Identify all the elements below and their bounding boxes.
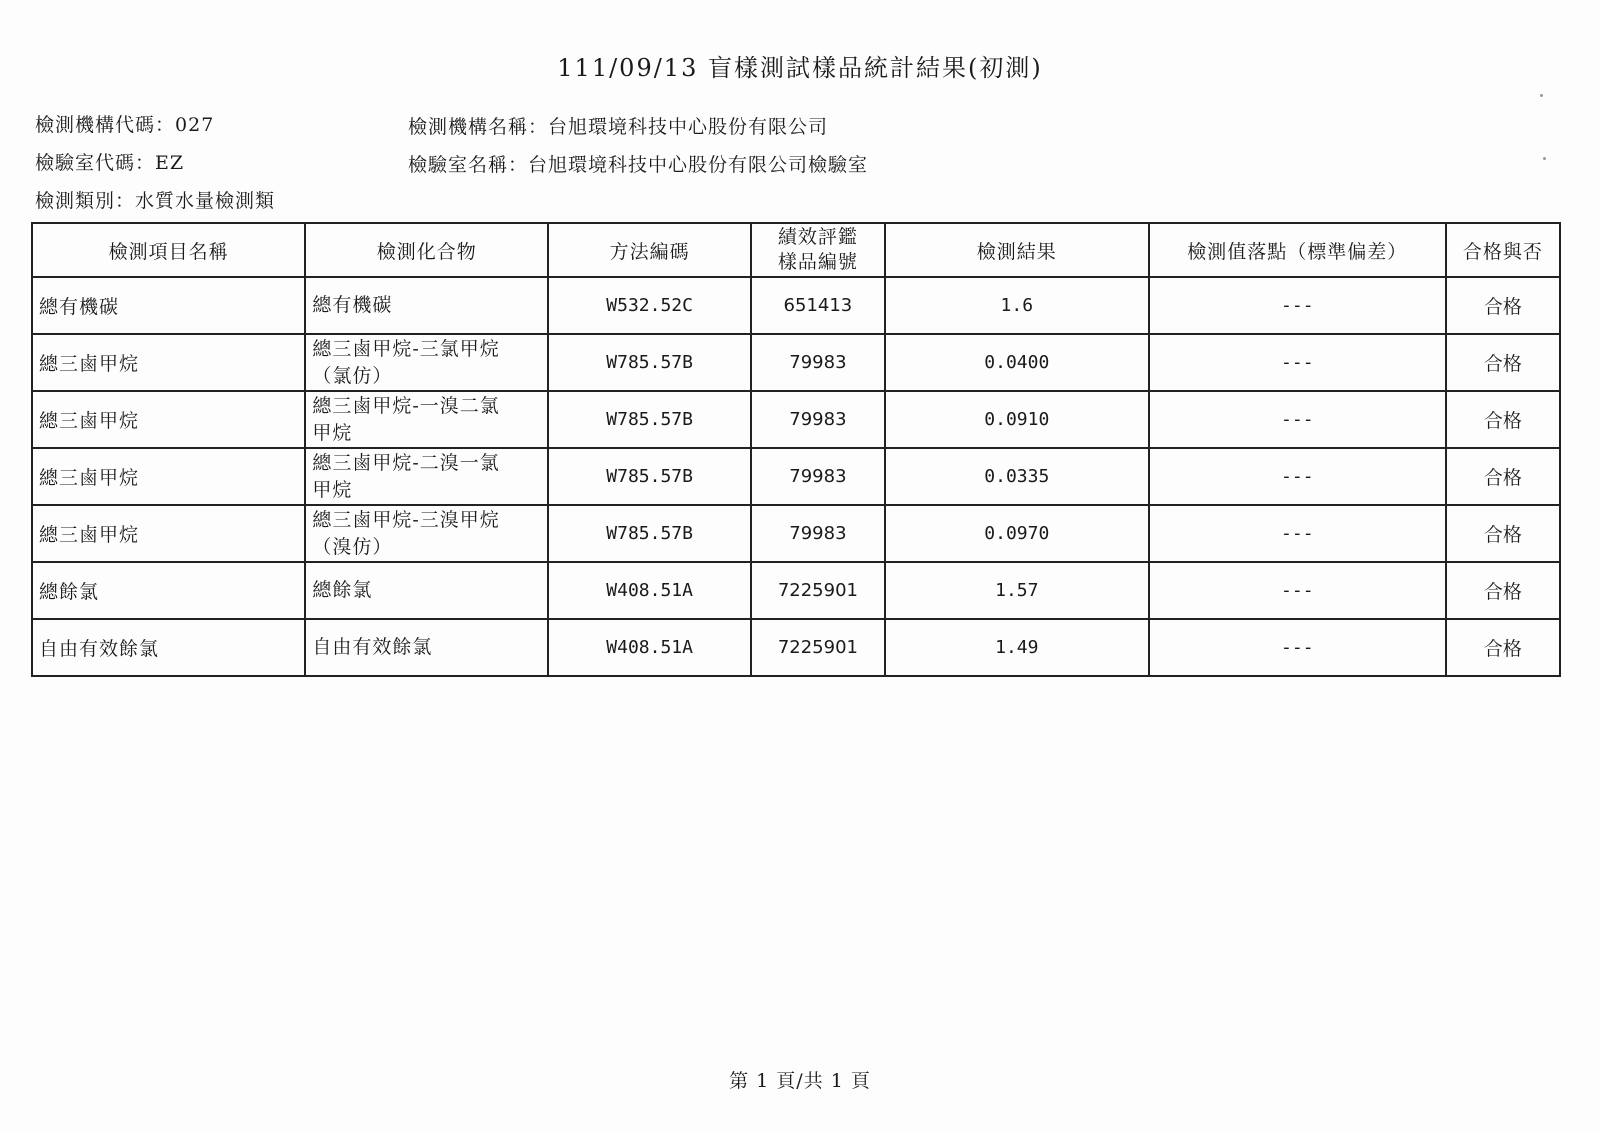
category-label: 檢測類別： [35, 190, 136, 212]
cell-method: W785.57B [548, 334, 751, 391]
cell-pass: 合格 [1446, 277, 1560, 334]
header-sample-line1: 績效評鑑 [777, 226, 858, 248]
agency-name-line [408, 112, 828, 139]
cell-sample: 7225901 [751, 562, 885, 619]
scan-speck [1543, 157, 1546, 160]
cell-result: 0.0335 [885, 448, 1149, 505]
header-result: 檢測結果 [885, 223, 1149, 277]
cell-compound [305, 562, 548, 619]
compound-line2: 甲烷 [312, 421, 353, 444]
cell-method: W408.51A [548, 562, 751, 619]
cell-result: 0.0970 [885, 505, 1149, 562]
header-sample-number [751, 223, 885, 277]
lab-code-line [35, 148, 184, 175]
cell-item: 總三鹵甲烷 [32, 505, 305, 562]
cell-pass: 合格 [1446, 619, 1560, 676]
agency-code-value: 027 [175, 114, 215, 136]
cell-pass: 合格 [1446, 334, 1560, 391]
header-item: 檢測項目名稱 [32, 223, 305, 277]
cell-sample: 79983 [751, 391, 885, 448]
cell-deviation: --- [1149, 277, 1446, 334]
cell-sample: 651413 [751, 277, 885, 334]
cell-result: 1.57 [885, 562, 1149, 619]
cell-result: 1.49 [885, 619, 1149, 676]
cell-deviation: --- [1149, 562, 1446, 619]
compound-line1: 總三鹵甲烷-三氯甲烷 [312, 337, 500, 360]
cell-method: W532.52C [548, 277, 751, 334]
table-row [32, 391, 1560, 448]
compound-line1: 自由有效餘氯 [312, 636, 433, 658]
cell-item: 總三鹵甲烷 [32, 391, 305, 448]
lab-code-label: 檢驗室代碼： [35, 152, 156, 174]
category-line [35, 186, 275, 213]
table-row [32, 505, 1560, 562]
compound-line2: （溴仿） [312, 535, 393, 558]
cell-item: 總三鹵甲烷 [32, 448, 305, 505]
header-method: 方法編碼 [548, 223, 751, 277]
header-sample-line2: 樣品編號 [777, 251, 858, 273]
cell-deviation: --- [1149, 619, 1446, 676]
compound-line1: 總餘氯 [312, 579, 373, 601]
compound-line1: 總三鹵甲烷-三溴甲烷 [312, 508, 500, 531]
compound-line1: 總三鹵甲烷-二溴一氯 [312, 451, 500, 474]
cell-pass: 合格 [1446, 448, 1560, 505]
cell-deviation: --- [1149, 448, 1446, 505]
header-compound: 檢測化合物 [305, 223, 548, 277]
cell-method: W785.57B [548, 448, 751, 505]
table-row [32, 334, 1560, 391]
cell-method: W785.57B [548, 505, 751, 562]
compound-line1: 總三鹵甲烷-一溴二氯 [312, 394, 500, 417]
cell-item: 總三鹵甲烷 [32, 334, 305, 391]
lab-name-line [408, 150, 868, 177]
cell-pass: 合格 [1446, 505, 1560, 562]
table-row [32, 448, 1560, 505]
compound-line1: 總有機碳 [312, 294, 393, 316]
lab-code-value: EZ [155, 152, 185, 174]
table-header-row [32, 223, 1560, 277]
table-row [32, 562, 1560, 619]
cell-compound [305, 334, 548, 391]
cell-sample: 79983 [751, 505, 885, 562]
document-title: 111/09/13 盲樣測試樣品統計結果(初測) [557, 54, 1043, 82]
table-row [32, 619, 1560, 676]
agency-name-label: 檢測機構名稱： [408, 116, 549, 138]
cell-compound [305, 391, 548, 448]
cell-deviation: --- [1149, 334, 1446, 391]
cell-compound [305, 277, 548, 334]
cell-method: W785.57B [548, 391, 751, 448]
cell-deviation: --- [1149, 391, 1446, 448]
compound-line2: 甲烷 [312, 478, 353, 501]
header-deviation: 檢測值落點（標準偏差） [1149, 223, 1446, 277]
lab-name-label: 檢驗室名稱： [408, 154, 529, 176]
scan-speck [1540, 94, 1543, 97]
cell-method: W408.51A [548, 619, 751, 676]
results-table [31, 222, 1561, 677]
cell-pass: 合格 [1446, 562, 1560, 619]
compound-line2: （氯仿） [312, 364, 393, 387]
cell-compound [305, 448, 548, 505]
cell-result: 1.6 [885, 277, 1149, 334]
agency-code-line [35, 110, 214, 137]
cell-result: 0.0910 [885, 391, 1149, 448]
page-footer: 第 1 頁/共 1 頁 [729, 1070, 871, 1092]
cell-item: 自由有效餘氯 [32, 619, 305, 676]
cell-sample: 79983 [751, 334, 885, 391]
cell-compound [305, 619, 548, 676]
table-row [32, 277, 1560, 334]
cell-compound [305, 505, 548, 562]
agency-code-label: 檢測機構代碼： [35, 114, 176, 136]
cell-sample: 79983 [751, 448, 885, 505]
category-value: 水質水量檢測類 [135, 190, 276, 212]
cell-pass: 合格 [1446, 391, 1560, 448]
cell-item: 總有機碳 [32, 277, 305, 334]
cell-item: 總餘氯 [32, 562, 305, 619]
cell-sample: 7225901 [751, 619, 885, 676]
agency-name-value: 台旭環境科技中心股份有限公司 [548, 116, 829, 138]
lab-name-value: 台旭環境科技中心股份有限公司檢驗室 [528, 154, 869, 176]
header-pass: 合格與否 [1446, 223, 1560, 277]
cell-result: 0.0400 [885, 334, 1149, 391]
cell-deviation: --- [1149, 505, 1446, 562]
